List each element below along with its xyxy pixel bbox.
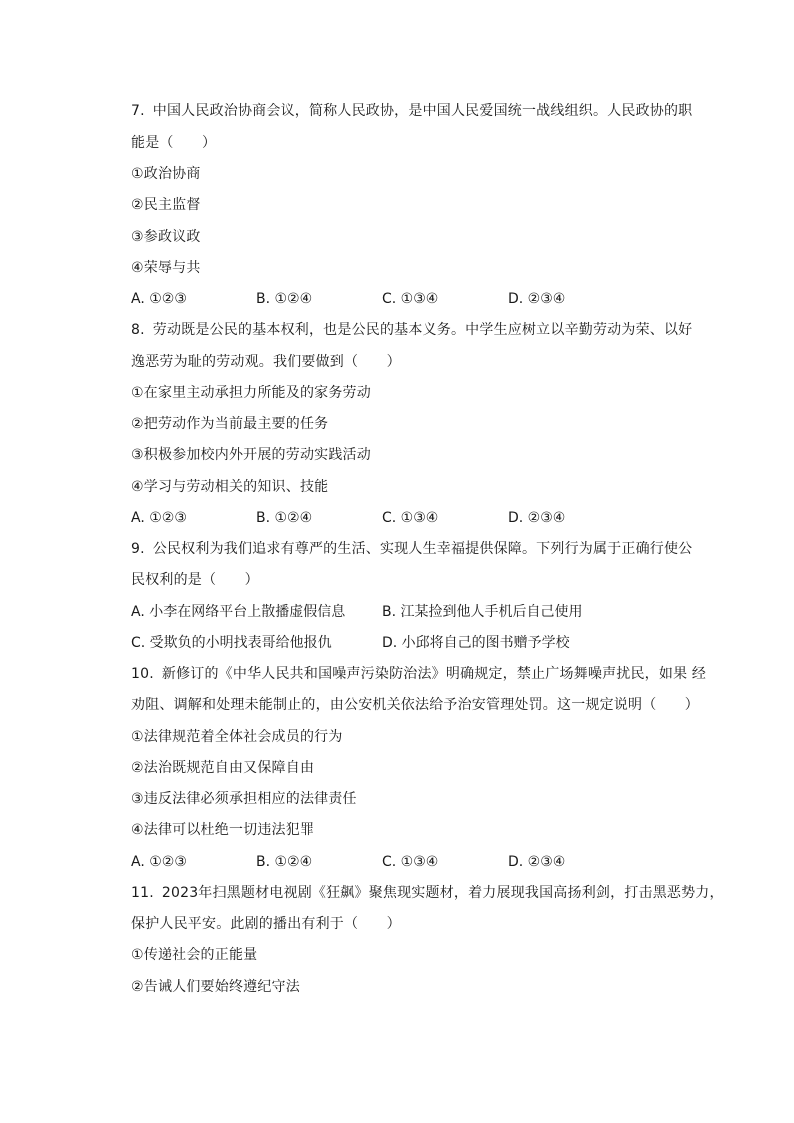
question-7-option-b: B. ①②④: [256, 291, 313, 307]
question-10-option-c: C. ①③④: [382, 854, 439, 870]
question-9-stem-line-2: 民权利的是（ ）: [131, 572, 259, 588]
question-9-option-c: C. 受欺负的小明找表哥给他报仇: [131, 635, 332, 651]
question-7-option-a: A. ①②③: [131, 291, 187, 307]
question-10-option-d: D. ②③④: [508, 854, 566, 870]
question-8-stem-line-1: 8. 劳动既是公民的基本权利，也是公民的基本义务。中学生应树立以辛勤劳动为荣、以好: [131, 322, 693, 338]
question-8-option-b: B. ①②④: [256, 510, 313, 526]
question-9-option-a: A. 小李在网络平台上散播虚假信息: [131, 604, 346, 620]
question-8-item-2: ②把劳动作为当前最主要的任务: [131, 416, 329, 432]
question-11-item-2: ②告诫人们要始终遵纪守法: [131, 979, 300, 995]
question-7-option-c: C. ①③④: [382, 291, 439, 307]
question-7-item-4: ④荣辱与共: [131, 260, 201, 276]
question-8-option-d: D. ②③④: [508, 510, 566, 526]
question-8-option-a: A. ①②③: [131, 510, 187, 526]
question-11-stem-line-1: 11. 2023年扫黑题材电视剧《狂飙》聚焦现实题材，着力展现我国高扬利剑，打击黑恶势力，: [131, 885, 724, 901]
question-7-item-3: ③参政议政: [131, 229, 201, 245]
question-9-option-b: B. 江某捡到他人手机后自己使用: [382, 604, 583, 620]
question-7-item-1: ①政治协商: [131, 166, 201, 182]
question-10-item-3: ③违反法律必须承担相应的法律责任: [131, 791, 357, 807]
question-7-number: 7.: [131, 103, 145, 119]
question-7-stem-line-1: 7. 中国人民政治协商会议，简称人民政协，是中国人民爱国统一战线组织。人民政协的职: [131, 103, 693, 119]
question-8-item-1: ①在家里主动承担力所能及的家务劳动: [131, 385, 371, 401]
question-10-option-b: B. ①②④: [256, 854, 313, 870]
question-10-stem-line-2: 劝阻、调解和处理未能制止的，由公安机关依法给予治安管理处罚。这一规定说明（ ）: [131, 697, 699, 713]
question-8-item-4: ④学习与劳动相关的知识、技能: [131, 479, 329, 495]
question-9-option-d: D. 小邱将自己的图书赠予学校: [382, 635, 570, 651]
question-10-item-1: ①法律规范着全体社会成员的行为: [131, 729, 343, 745]
question-11-number: 11.: [131, 885, 154, 901]
question-7-item-2: ②民主监督: [131, 197, 201, 213]
question-7-option-d: D. ②③④: [508, 291, 566, 307]
question-10-item-4: ④法律可以杜绝一切违法犯罪: [131, 822, 315, 838]
question-8-stem-line-2: 逸恶劳为耻的劳动观。我们要做到（ ）: [131, 354, 401, 370]
question-10-number: 10.: [131, 666, 154, 682]
question-8-option-c: C. ①③④: [382, 510, 439, 526]
question-11-item-1: ①传递社会的正能量: [131, 947, 258, 963]
question-10-item-2: ②法治既规范自由又保障自由: [131, 760, 315, 776]
question-7-stem-line-2: 能是（ ）: [131, 135, 217, 151]
question-10-option-a: A. ①②③: [131, 854, 187, 870]
question-11-stem-line-2: 保护人民平安。此剧的播出有利于（ ）: [131, 916, 401, 932]
question-8-item-3: ③积极参加校内外开展的劳动实践活动: [131, 447, 371, 463]
question-8-number: 8.: [131, 322, 145, 338]
question-9-stem-line-1: 9. 公民权利为我们追求有尊严的生活、实现人生幸福提供保障。下列行为属于正确行使公: [131, 541, 693, 557]
question-10-stem-line-1: 10. 新修订的《中华人民共和国噪声污染防治法》明确规定，禁止广场舞噪声扰民，如果 经: [131, 666, 707, 682]
question-9-number: 9.: [131, 541, 145, 557]
